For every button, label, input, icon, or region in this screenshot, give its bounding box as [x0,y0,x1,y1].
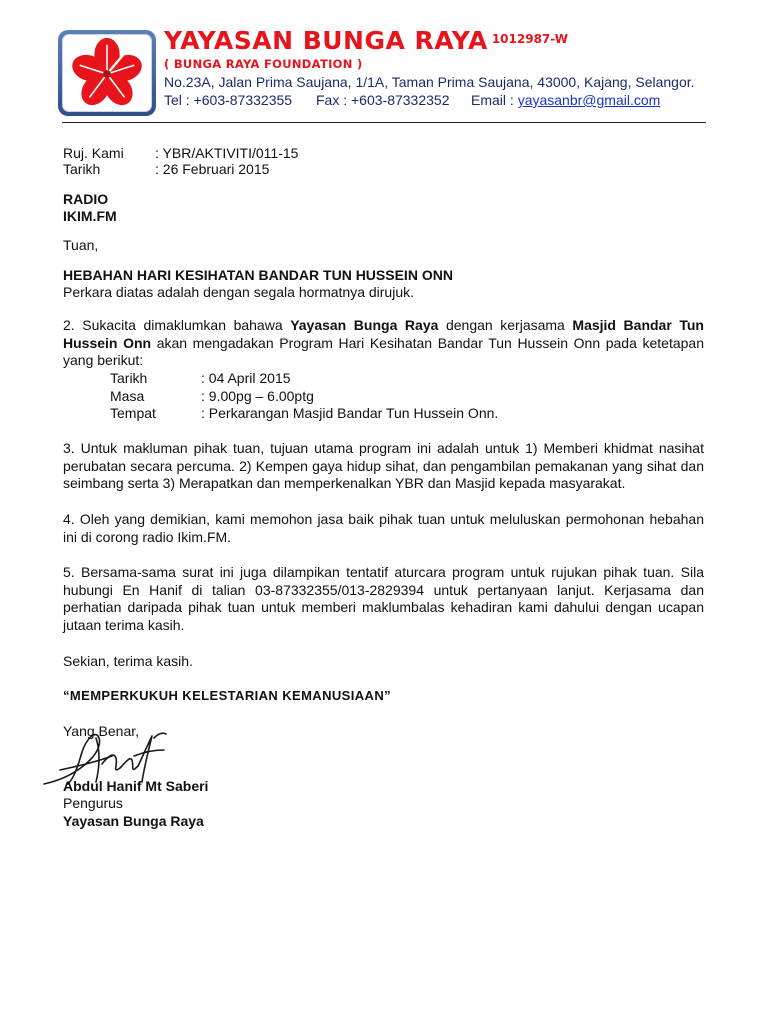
detail-row-venue [110,405,498,422]
organization-name [164,26,568,55]
organization-address: No.23A, Jalan Prima Saujana, 1/1A, Taman Prima Saujana, 43000, Kajang, Selangor. [164,74,695,90]
detail-label: Masa [110,388,145,404]
paragraph-2-part-3: akan mengadakan Program Hari Kesihatan Bandar Tun Hussein Onn pada ketetapan yang berikut: [63,334,704,369]
organization-name-text: YAYASAN BUNGA RAYA [164,26,488,55]
paragraph-3: 3. Untuk makluman pihak tuan, tujuan utama program ini adalah untuk 1) Memberi khidmat nasihat perubatan secara percuma. 2) Kempen gaya hidup sihat, dan pengambilan pemakanan yang sihat dan seimbang serta 3) Merapatkan dan memperkenalkan YBR dan Masjid kepada masyarakat. [63,440,704,492]
reference-row [63,145,298,162]
paragraph-4: 4. Oleh yang demikian, kami memohon jasa baik pihak tuan untuk meluluskan permohonan hebahan ini di corong radio Ikim.FM. [63,511,704,545]
letterhead-divider [62,122,706,123]
detail-row-date [110,370,291,387]
organization-subtitle: ( BUNGA RAYA FOUNDATION ) [164,57,363,71]
motto: “MEMPERKUKUH KELESTARIAN KEMANUSIAAN” [63,688,392,703]
signer-title: Pengurus [63,795,123,811]
organization-mention: Yayasan Bunga Raya [290,317,439,333]
organization-logo [58,30,156,116]
hibiscus-flower-icon [63,35,151,111]
email-link[interactable]: yayasanbr@gmail.com [517,92,661,108]
organization-contact [164,92,660,108]
email-label: Email : [471,92,518,108]
telephone: Tel : +603-87332355 [164,92,293,108]
detail-value: : 9.00pg – 6.00ptg [201,388,314,404]
reference-value: : YBR/AKTIVITI/011-15 [155,145,299,161]
registration-number: 1012987-W [491,32,568,46]
sign-off: Yang Benar, [63,723,140,739]
detail-label: Tempat [110,405,156,421]
fax: Fax : +603-87332352 [316,92,450,108]
paragraph-2 [63,317,704,370]
detail-value: : 04 April 2015 [201,370,291,386]
subject-heading: HEBAHAN HARI KESIHATAN BANDAR TUN HUSSEIN ONN [63,267,453,283]
signer-name: Abdul Hanif Mt Saberi [63,778,209,794]
detail-label: Tarikh [110,370,148,386]
date-row [63,161,269,178]
partner-mention: Masjid Bandar Tun Hussein Onn [63,317,704,351]
paragraph-5: 5. Bersama-sama surat ini juga dilampikan tentatif aturcara program untuk rujukan pihak tuan. Sila hubungi En Hanif di talian 03-87332355/013-2829394 untuk pertanyaan lanjut. Kerjasama dan perhatian daripada pihak tuan untuk memberi maklumbalas kehadiran kami dahului dengan ucapan jutaan terima kasih. [63,564,704,633]
intro-sentence: Perkara diatas adalah dengan segala hormatnya dirujuk. [63,284,415,300]
detail-row-time [110,388,314,405]
detail-value: : Perkarangan Masjid Bandar Tun Hussein Onn. [201,405,499,421]
recipient-line-1: RADIO [63,191,109,207]
closing-line: Sekian, terima kasih. [63,653,193,669]
paragraph-2-part-1: 2. Sukacita dimaklumkan bahawa [63,317,291,333]
recipient-line-2: IKIM.FM [63,208,117,224]
reference-label: Ruj. Kami [63,145,124,161]
paragraph-2-part-2: dengan kerjasama [438,317,573,333]
signer-organization: Yayasan Bunga Raya [63,813,204,829]
salutation: Tuan, [63,237,99,253]
date-label: Tarikh [63,161,101,177]
date-value: : 26 Februari 2015 [155,161,270,177]
